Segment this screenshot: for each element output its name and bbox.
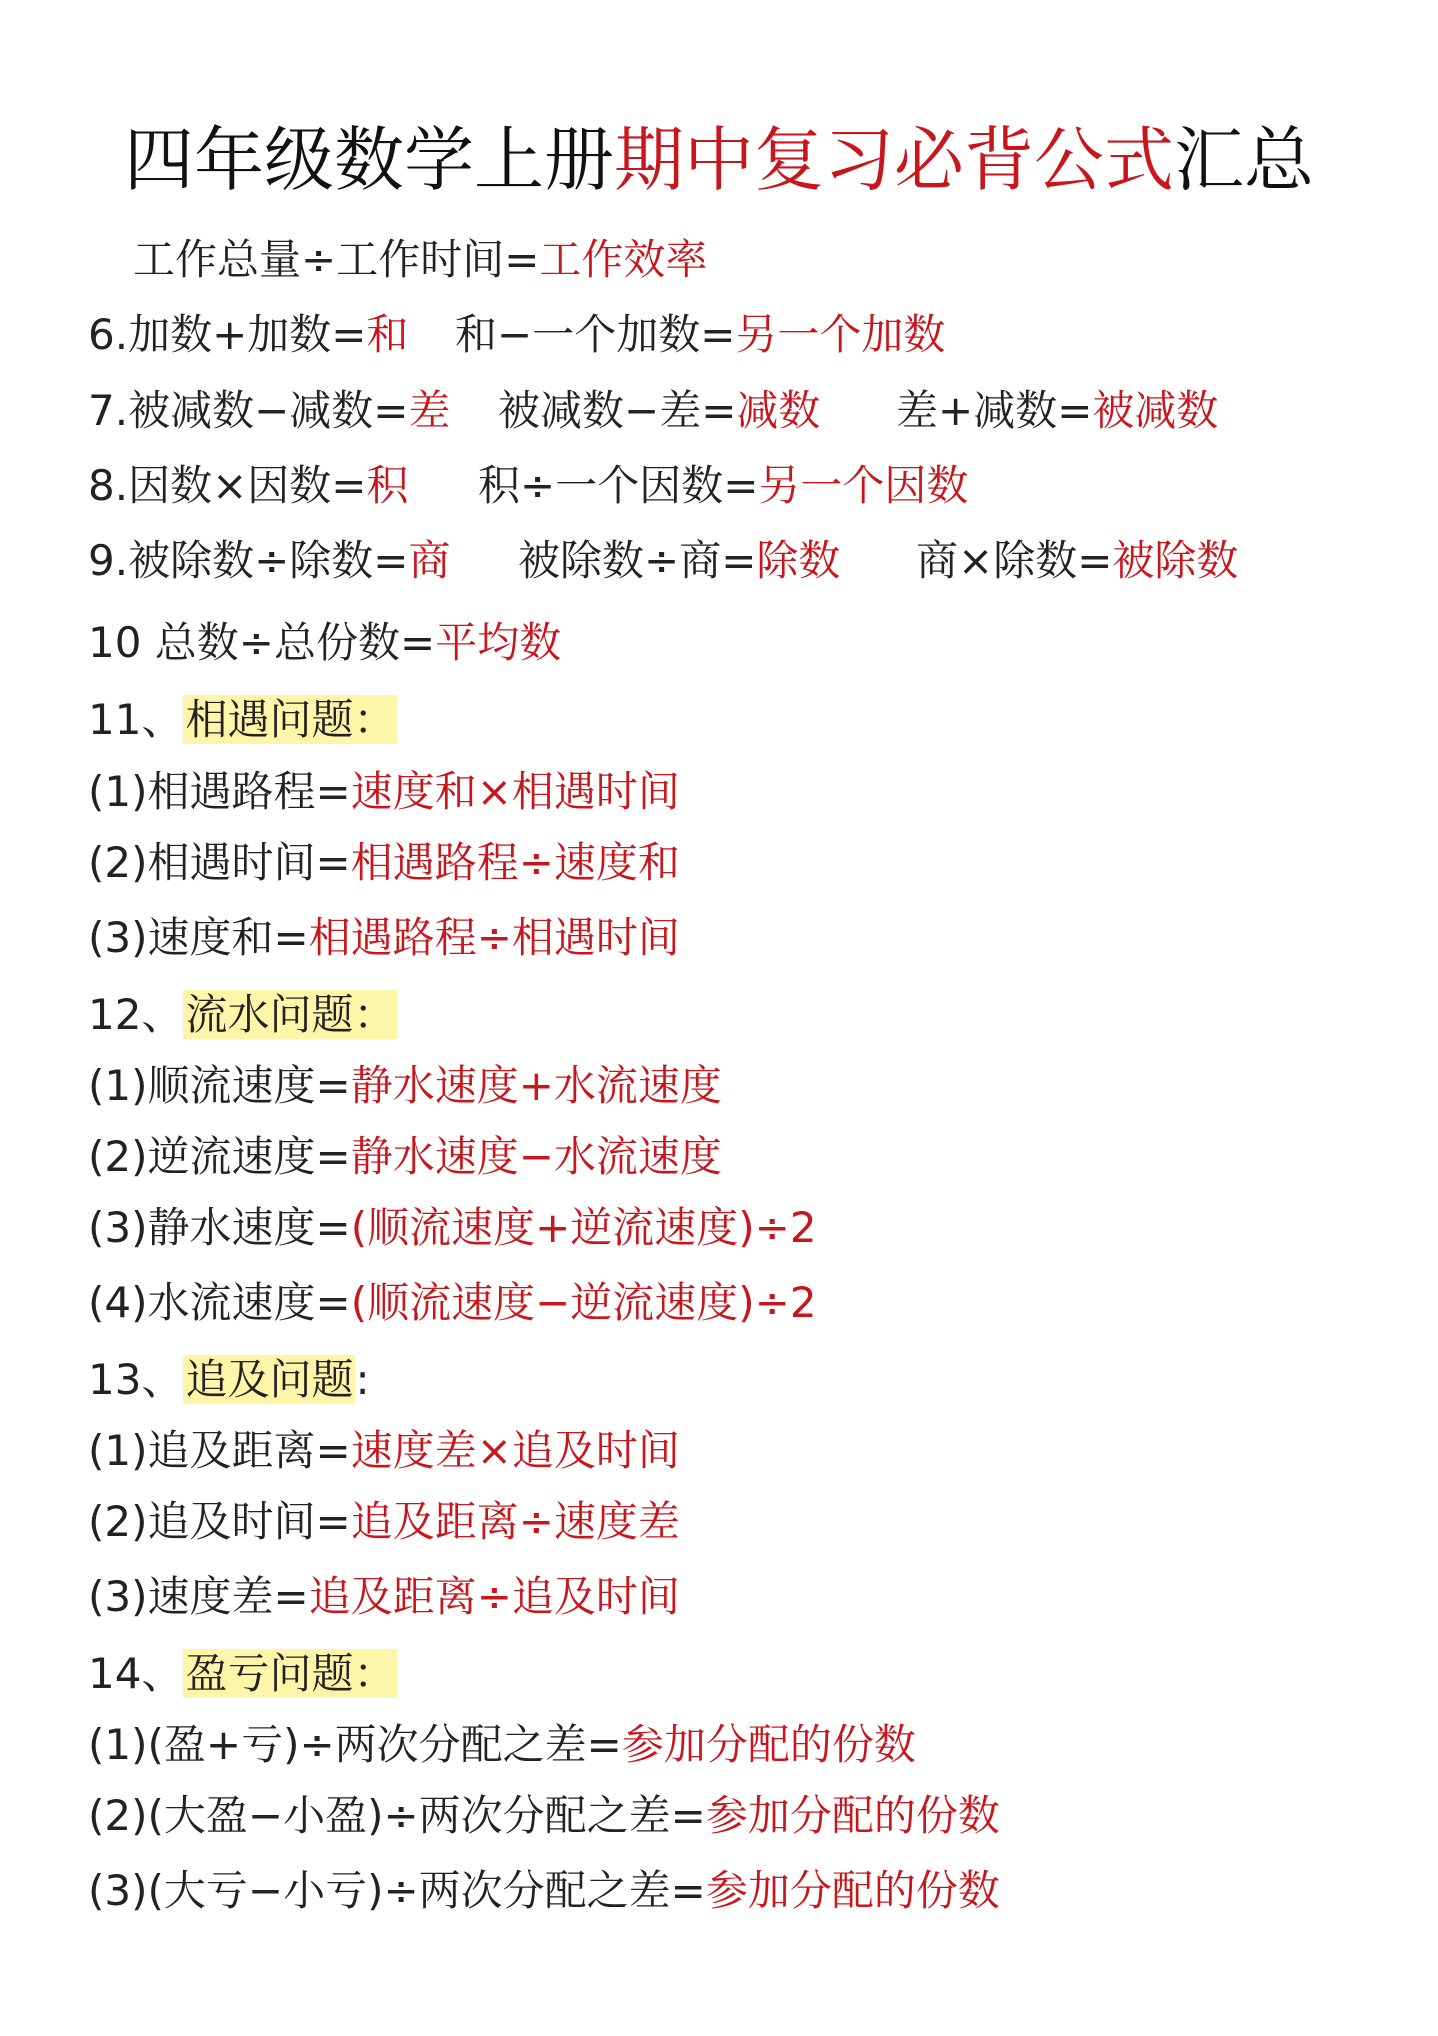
- formula-result: (顺流速度+逆流速度)÷2: [350, 1203, 817, 1252]
- formula-7-subtraction: [88, 383, 1218, 439]
- formula-result-2: 减数: [736, 386, 821, 435]
- formula-result: 参加分配的份数: [705, 1791, 1000, 1840]
- title-highlight: 期中复习必背公式: [614, 119, 1174, 201]
- title-suffix: 汇总: [1174, 119, 1314, 201]
- formula-11-1: [88, 764, 680, 820]
- formula-12-1: [88, 1058, 722, 1114]
- formula-result: 静水速度−水流速度: [350, 1132, 722, 1181]
- formula-result: 工作效率: [539, 235, 708, 284]
- section-colon: :: [355, 1355, 370, 1404]
- formula-left-2: 和−一个加数=: [455, 310, 736, 359]
- formula-result: 差: [408, 386, 451, 435]
- section-number: 14、: [88, 1649, 184, 1698]
- formula-left: (3)(大亏−小亏)÷两次分配之差=: [88, 1866, 706, 1915]
- formula-result: 追及距离÷速度差: [350, 1497, 680, 1546]
- section-number: 13、: [88, 1355, 184, 1404]
- formula-12-3: [88, 1200, 817, 1256]
- section-number: 12、: [88, 990, 184, 1039]
- formula-result: 参加分配的份数: [621, 1720, 916, 1769]
- formula-result: 相遇路程÷相遇时间: [308, 913, 680, 962]
- formula-14-1: [88, 1717, 916, 1773]
- formula-12-2: [88, 1129, 722, 1185]
- formula-left: (3)速度差=: [88, 1572, 309, 1621]
- section-heading-13: [88, 1352, 370, 1408]
- formula-result: (顺流速度−逆流速度)÷2: [350, 1278, 817, 1327]
- formula-result-2: 除数: [756, 536, 841, 585]
- section-label: 盈亏问题：: [185, 1649, 396, 1698]
- formula-14-2: [88, 1788, 1000, 1844]
- formula-work-efficiency: [133, 232, 707, 288]
- section-label: 流水问题：: [185, 990, 396, 1039]
- formula-left: 8.因数×因数=: [88, 461, 367, 510]
- formula-left: (2)逆流速度=: [88, 1132, 351, 1181]
- formula-result-3: 被减数: [1092, 386, 1219, 435]
- formula-13-1: [88, 1423, 680, 1479]
- section-label: 相遇问题：: [185, 695, 396, 744]
- formula-8-multiplication: [88, 458, 968, 514]
- section-heading-11: [88, 692, 397, 748]
- formula-result: 速度和×相遇时间: [350, 767, 680, 816]
- formula-left: (2)(大盈−小盈)÷两次分配之差=: [88, 1791, 706, 1840]
- formula-left: 10 总数÷总份数=: [88, 618, 436, 667]
- formula-6-addition: [88, 307, 945, 363]
- formula-result: 商: [408, 536, 451, 585]
- formula-result: 追及距离÷追及时间: [308, 1572, 680, 1621]
- formula-result: 速度差×追及时间: [350, 1426, 680, 1475]
- formula-10-average: [88, 615, 561, 671]
- formula-result: 相遇路程÷速度和: [350, 838, 680, 887]
- formula-14-3: [88, 1863, 1000, 1919]
- formula-left: 9.被除数÷除数=: [88, 536, 409, 585]
- formula-left-2: 被除数÷商=: [518, 536, 757, 585]
- formula-11-3: [88, 910, 680, 966]
- formula-result: 积: [366, 461, 409, 510]
- formula-result-2: 另一个加数: [735, 310, 946, 359]
- section-number: 11、: [88, 695, 184, 744]
- formula-13-3: [88, 1569, 680, 1625]
- formula-left: (2)相遇时间=: [88, 838, 351, 887]
- section-label: 追及问题: [185, 1355, 354, 1404]
- formula-left: 工作总量÷工作时间=: [133, 235, 540, 284]
- section-heading-14: [88, 1646, 397, 1702]
- formula-left: (1)顺流速度=: [88, 1061, 351, 1110]
- formula-left-2: 被减数−差=: [498, 386, 737, 435]
- formula-11-2: [88, 835, 680, 891]
- formula-left: 7.被减数−减数=: [88, 386, 409, 435]
- formula-left-3: 商×除数=: [916, 536, 1113, 585]
- formula-result: 参加分配的份数: [705, 1866, 1000, 1915]
- formula-13-2: [88, 1494, 680, 1550]
- formula-result-2: 另一个因数: [758, 461, 969, 510]
- formula-result: 和: [366, 310, 409, 359]
- formula-result: 平均数: [435, 618, 562, 667]
- formula-left: (3)速度和=: [88, 913, 309, 962]
- formula-12-4: [88, 1275, 817, 1331]
- page-title: [0, 115, 1438, 205]
- formula-left-2: 积÷一个因数=: [478, 461, 759, 510]
- formula-left: (1)追及距离=: [88, 1426, 351, 1475]
- title-prefix: 四年级数学上册: [124, 119, 614, 201]
- formula-result-3: 被除数: [1112, 536, 1239, 585]
- formula-left: (3)静水速度=: [88, 1203, 351, 1252]
- formula-result: 静水速度+水流速度: [350, 1061, 722, 1110]
- formula-left: (1)(盈+亏)÷两次分配之差=: [88, 1720, 622, 1769]
- formula-left: 6.加数+加数=: [88, 310, 367, 359]
- formula-left: (1)相遇路程=: [88, 767, 351, 816]
- formula-left: (4)水流速度=: [88, 1278, 351, 1327]
- formula-9-division: [88, 533, 1238, 589]
- section-heading-12: [88, 987, 397, 1043]
- formula-left-3: 差+减数=: [896, 386, 1093, 435]
- formula-left: (2)追及时间=: [88, 1497, 351, 1546]
